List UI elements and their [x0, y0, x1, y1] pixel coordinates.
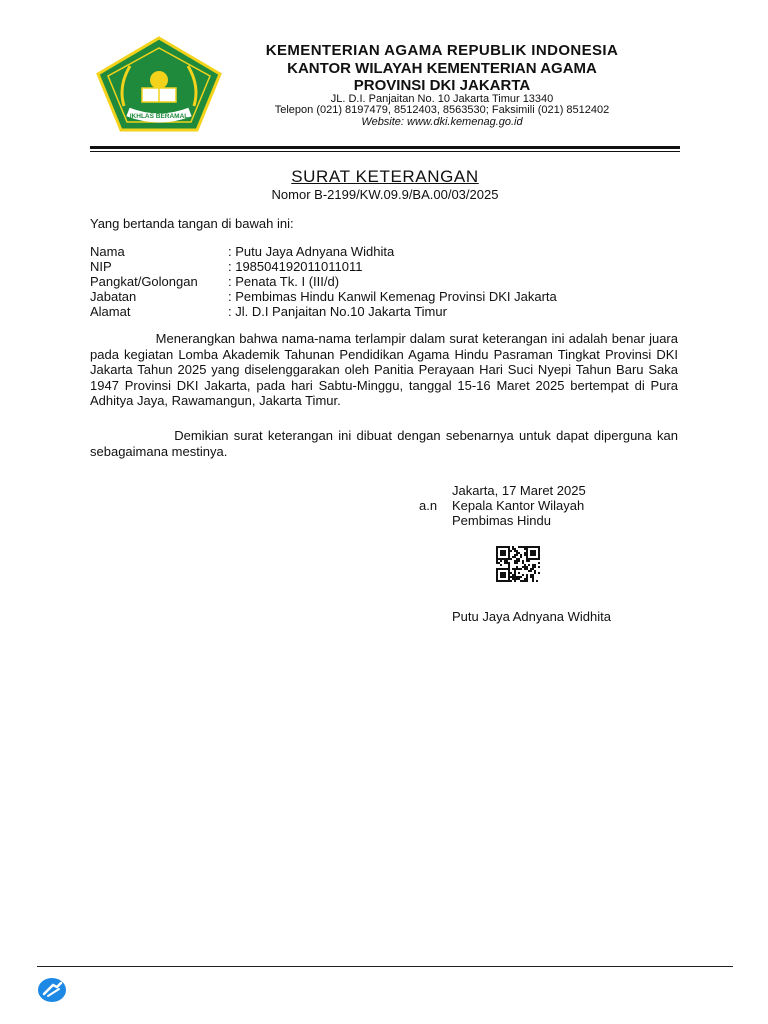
header-divider-thick: [90, 146, 680, 149]
field-label: Jabatan: [90, 289, 137, 304]
letter-title: [90, 166, 680, 188]
field-value: : Putu Jaya Adnyana Widhita: [228, 244, 395, 259]
header-divider-thin: [90, 151, 680, 152]
signature-position: Kepala Kantor Wilayah: [452, 498, 585, 513]
kemenag-logo-icon: [94, 36, 224, 132]
header-address: JL. D.I. Panjaitan No. 10 Jakarta Timur 13340: [330, 93, 554, 105]
signature-name: Putu Jaya Adnyana Widhita: [452, 609, 611, 624]
identity-fields: [90, 244, 557, 319]
letter-number: Nomor B-2199/KW.09.9/BA.00/03/2025: [271, 187, 499, 202]
scribd-logo-icon[interactable]: [37, 975, 69, 1003]
field-value: : Penata Tk. I (III/d): [228, 274, 340, 289]
field-value: : Jl. D.I Panjaitan No.10 Jakarta Timur: [228, 304, 447, 319]
field-row-nama: [90, 244, 557, 259]
header-website: Website: www.dki.kemenag.go.id: [361, 116, 523, 128]
field-row-nip: [90, 259, 557, 274]
field-label: Alamat: [90, 304, 131, 319]
field-label: Pangkat/Golongan: [90, 274, 198, 289]
field-label: Nama: [90, 244, 125, 259]
header-ministry-name: KEMENTERIAN AGAMA REPUBLIK INDONESIA: [265, 42, 619, 59]
signature-date: Jakarta, 17 Maret 2025: [452, 483, 586, 498]
field-row-alamat: [90, 304, 557, 319]
svg-text:IKHLAS BERAMAL: IKHLAS BERAMAL: [129, 113, 189, 120]
header-office-name: KANTOR WILAYAH KEMENTERIAN AGAMA: [287, 60, 597, 77]
signature-an: a.n: [419, 498, 438, 513]
letter-paragraph-1: Menerangkan bahwa nama-nama terlampir dalam surat keterangan ini adalah benar juara pada kegiatan Lomba Akademik Tahunan Pendidikan Agama Hindu Pasraman Tingkat Provinsi DKI Jakarta Tahun 2025 yang diselenggarakan oleh Panitia Perayaan Hari Suci Nyepi Tahun Baru Saka 1947 Provinsi DKI Jakarta, pada hari Sabtu-Minggu, tanggal 15-16 Maret 2025 bertempat di Pura Adhitya Jaya, Rawamangun, Jakarta Timur.: [90, 331, 678, 408]
field-value: : Pembimas Hindu Kanwil Kemenag Provinsi DKI Jakarta: [228, 289, 557, 304]
header-phone: Telepon (021) 8197479, 8512403, 8563530; Faksimili (021) 8512402: [274, 104, 610, 116]
letter-title-text: SURAT KETERANGAN: [291, 167, 479, 186]
footer-divider: [37, 966, 733, 967]
signature-sub-position: Pembimas Hindu: [452, 513, 551, 528]
header-province: PROVINSI DKI JAKARTA: [353, 77, 531, 94]
field-label: NIP: [90, 259, 112, 274]
field-value: : 198504192011011011: [228, 259, 363, 274]
field-row-pangkat: [90, 274, 557, 289]
letter-paragraph-2: Demikian surat keterangan ini dibuat dengan sebenarnya untuk dapat diperguna kan sebagaimana mestinya.: [90, 428, 678, 459]
letter-intro: Yang bertanda tangan di bawah ini:: [90, 216, 294, 231]
qr-code-icon: [496, 546, 540, 582]
field-row-jabatan: [90, 289, 557, 304]
